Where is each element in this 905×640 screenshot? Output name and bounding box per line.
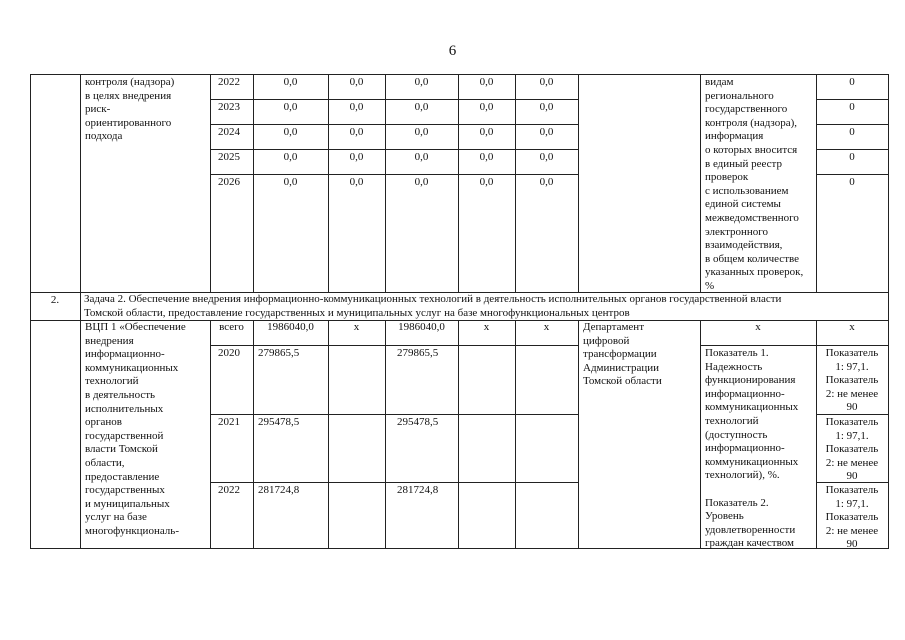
value-cell: 0,0	[479, 176, 494, 188]
value-cell: 0,0	[283, 101, 298, 113]
value-cell: 0,0	[414, 76, 429, 88]
value-cell: 1986040,0	[398, 321, 445, 333]
target-value: x	[849, 321, 855, 333]
table-rule	[888, 320, 889, 548]
executor-text: Департамент цифровой трансформации Администрации Томской области	[583, 321, 662, 388]
table-rule	[578, 74, 579, 292]
table-rule	[210, 74, 211, 292]
value-cell: 0,0	[283, 151, 298, 163]
target-value: Показатель 1: 97,1. Показатель 2: не менее 90	[825, 347, 879, 414]
task-text-line: Задача 2. Обеспечение внедрения информационно-коммуникационных технологий в деятельность исполнительных органов государственной власти	[84, 293, 782, 305]
value-cell: 1986040,0	[267, 321, 314, 333]
value-cell: 0,0	[414, 176, 429, 188]
table-rule	[210, 482, 579, 483]
table-rule	[458, 320, 459, 548]
year-cell: 2021	[218, 416, 240, 428]
table-rule	[210, 174, 579, 175]
value-cell: 0,0	[414, 101, 429, 113]
year-cell: всего	[219, 321, 244, 333]
value-cell: 281724,8	[258, 484, 300, 496]
table-rule	[80, 320, 81, 548]
target-value: 0	[849, 126, 855, 138]
table-rule	[80, 74, 81, 292]
value-cell: 279865,5	[397, 347, 439, 359]
value-cell: 279865,5	[258, 347, 300, 359]
value-cell: 0,0	[479, 126, 494, 138]
value-cell: x	[483, 321, 490, 333]
table-rule	[30, 74, 31, 292]
value-cell: 0,0	[539, 151, 554, 163]
value-cell: 0,0	[539, 76, 554, 88]
page-number: 6	[448, 43, 457, 59]
table-rule	[210, 124, 579, 125]
table-rule	[210, 345, 579, 346]
target-value: 0	[849, 151, 855, 163]
table-rule	[30, 320, 31, 548]
table-rule	[210, 414, 579, 415]
value-cell: 0,0	[349, 151, 364, 163]
task-number: 2.	[50, 294, 60, 306]
table-rule	[210, 149, 579, 150]
value-cell: 0,0	[283, 176, 298, 188]
value-cell: 0,0	[414, 126, 429, 138]
table-rule	[210, 320, 211, 548]
indicator-text: Показатель 1. Надежность функционирования информационно- коммуникационных технологий (доступность информационно- коммуникационных технологий), %. Показатель 2. Уровень удовлетворенности граждан качеством	[705, 347, 799, 550]
value-cell: 0,0	[349, 101, 364, 113]
year-cell: 2020	[218, 347, 240, 359]
table-rule	[578, 320, 579, 548]
value-cell: 0,0	[414, 151, 429, 163]
table-rule	[30, 74, 889, 75]
table-rule	[816, 149, 889, 150]
target-value: 0	[849, 101, 855, 113]
table-rule	[700, 345, 889, 346]
value-cell: 0,0	[349, 176, 364, 188]
table-rule	[888, 292, 889, 320]
table-rule	[816, 174, 889, 175]
table-rule	[210, 99, 579, 100]
value-cell: 0,0	[283, 76, 298, 88]
value-cell: 0,0	[539, 176, 554, 188]
value-cell: 295478,5	[397, 416, 439, 428]
value-cell: 0,0	[479, 101, 494, 113]
target-value: 0	[849, 76, 855, 88]
indicator-text: x	[755, 321, 761, 333]
value-cell: 0,0	[479, 151, 494, 163]
table-rule	[816, 124, 889, 125]
value-cell: 0,0	[349, 126, 364, 138]
year-cell: 2022	[218, 484, 240, 496]
value-cell: x	[543, 321, 550, 333]
table-rule	[515, 320, 516, 548]
value-cell: 0,0	[349, 76, 364, 88]
table-rule	[328, 320, 329, 548]
value-cell: 0,0	[539, 126, 554, 138]
table-rule	[385, 320, 386, 548]
table-rule	[888, 74, 889, 292]
target-value: Показатель 1: 97,1. Показатель 2: не менее 90	[825, 416, 879, 483]
target-value: Показатель 1: 97,1. Показатель 2: не менее 90	[825, 484, 879, 551]
value-cell: 0,0	[539, 101, 554, 113]
value-cell: 0,0	[479, 76, 494, 88]
indicator-text: видам регионального государственного контроля (надзора), информация о которых вносится в единый реестр проверок с использованием единой системы межведомственного электронного взаимодействия, в общем количестве указанных проверок, %	[705, 76, 804, 292]
table-rule	[700, 74, 701, 292]
year-cell: 2025	[218, 151, 240, 163]
target-value: 0	[849, 176, 855, 188]
task-text-line: Томской области, предоставление государственных и муниципальных услуг на базе многофункциональных центров	[84, 306, 630, 319]
table-rule	[80, 292, 81, 320]
measure-name: ВЦП 1 «Обеспечение внедрения информационно- коммуникационных технологий в деятельность исполнительных органов государственной власти Томской области, предоставление государственных и муниципальных услуг на базе многофункциональ-	[85, 321, 186, 537]
task-text	[84, 293, 781, 320]
year-cell: 2022	[218, 76, 240, 88]
year-cell: 2023	[218, 101, 240, 113]
value-cell: x	[353, 321, 360, 333]
table-rule	[816, 99, 889, 100]
value-cell: 0,0	[283, 126, 298, 138]
measure-name: контроля (надзора) в целях внедрения риск- ориентированного подхода	[85, 76, 175, 143]
year-cell: 2024	[218, 126, 240, 138]
value-cell: 281724,8	[397, 484, 439, 496]
value-cell: 295478,5	[258, 416, 300, 428]
year-cell: 2026	[218, 176, 240, 188]
